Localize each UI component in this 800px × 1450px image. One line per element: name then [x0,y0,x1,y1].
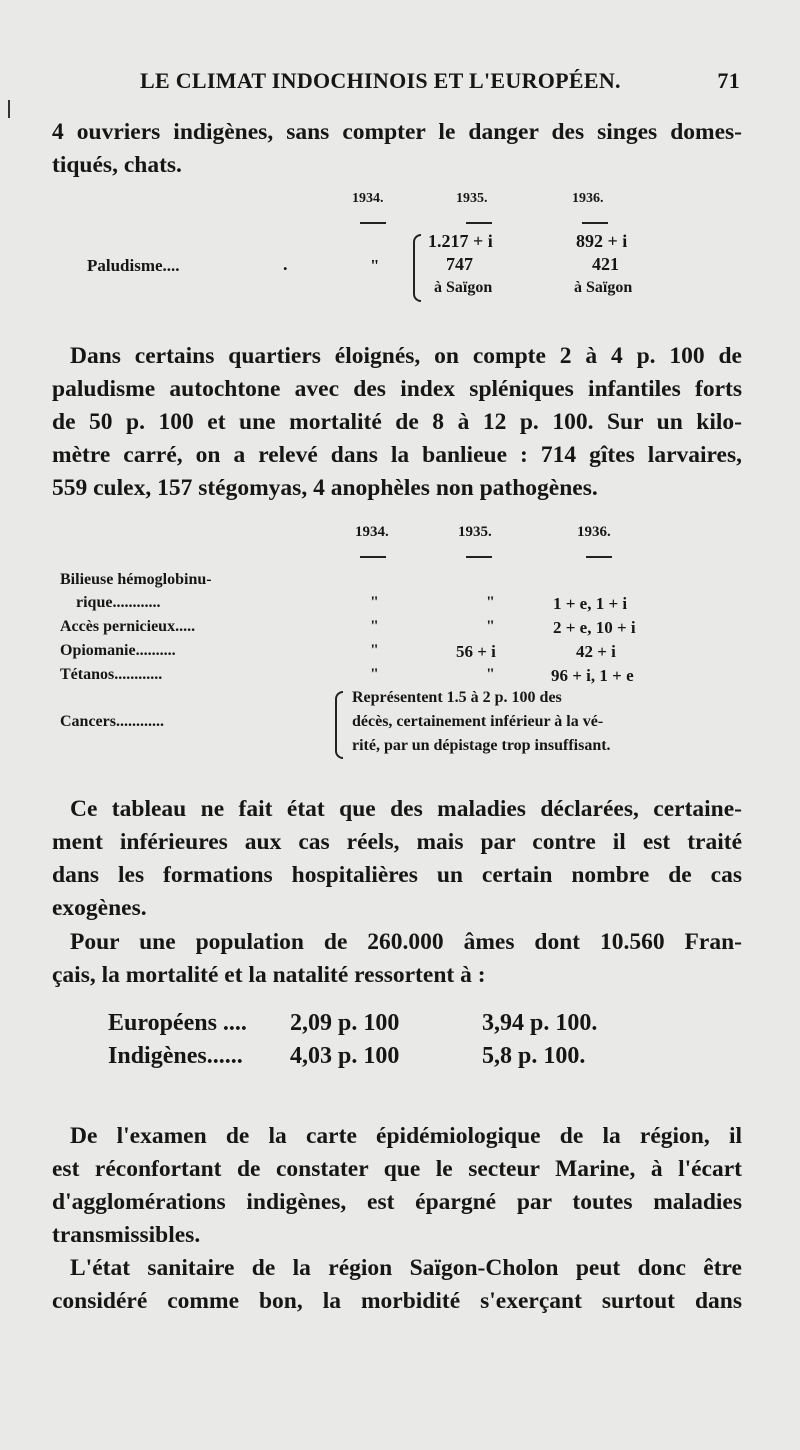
year-header: 1934. [355,524,389,540]
paragraph [52,793,742,925]
running-title: LE CLIMAT INDOCHINOIS ET L'EUROPÉEN. [140,68,621,93]
text-line: considéré comme bon, la morbidité s'exerçant surtout dans [52,1288,742,1314]
table-cell: " [370,642,379,659]
column-rule [360,556,386,558]
paragraph [52,1252,742,1318]
cell-mark: . [283,254,288,274]
paragraph [52,926,742,992]
mortality-value: 2,09 p. 100 [290,1010,400,1036]
paragraph [52,1120,742,1252]
text-line: Ce tableau ne fait état que des maladies déclarées, certaine- [70,796,742,822]
row-label: Opiomanie.......... [60,642,176,659]
column-rule [582,222,608,224]
row-label: Bilieuse hémoglobinu- [60,571,212,588]
text-line: De l'examen de la carte épidémiologique de la région, il [70,1123,742,1149]
row-label: rique............ [76,594,161,611]
table-cell: à Saïgon [434,279,493,296]
cancer-note-line: rité, par un dépistage trop insuffisant. [352,737,611,754]
table-cell: " [370,618,379,635]
cancer-note-line: Représentent 1.5 à 2 p. 100 des [352,689,562,706]
table-cell: " [370,594,379,611]
table-cell: 1 + e, 1 + i [553,594,628,613]
row-label: Européens .... [108,1010,247,1036]
intro-paragraph [52,116,742,182]
text-line: çais, la mortalité et la natalité ressortent à : [52,962,486,988]
column-rule [586,556,612,558]
grouping-brace [413,234,421,302]
year-header: 1935. [456,191,488,206]
row-label: Paludisme.... [87,256,180,275]
table-cell: 1.217 + i [428,231,493,251]
year-header: 1935. [458,524,492,540]
cancer-note-line: décès, certainement inférieur à la vé- [352,713,604,730]
table-cell: " [370,666,379,683]
page-number: 71 [717,68,740,93]
text-line: de 50 p. 100 et une mortalité de 8 à 12 p. 100. Sur un kilo- [52,409,742,435]
table-cell: " [486,666,495,683]
text-line: 559 culex, 157 stégomyas, 4 anophèles non pathogènes. [52,475,598,501]
column-rule [466,556,492,558]
natality-value: 3,94 p. 100. [482,1010,598,1036]
page-mark [8,100,10,118]
text-line: est réconfortant de constater que le secteur Marine, à l'écart [52,1156,742,1182]
text-line: Pour une population de 260.000 âmes dont 10.560 Fran- [70,929,742,955]
table-cell: à Saïgon [574,279,633,296]
text-line: mètre carré, on a relevé dans la banlieue : 714 gîtes larvaires, [52,442,742,468]
text-line: L'état sanitaire de la région Saïgon-Cholon peut donc être [70,1255,742,1281]
text-line: 4 ouvriers indigènes, sans compter le danger des singes domes- [52,119,742,145]
paragraph [52,340,742,505]
year-header: 1934. [352,191,384,206]
table-cell: 747 [446,254,473,274]
table-cell: " [486,594,495,611]
text-line: ment inférieures aux cas réels, mais par contre il est traité [52,829,742,855]
table-cell: 42 + i [576,642,616,661]
column-rule [360,222,386,224]
text-line: dans les formations hospitalières un certain nombre de cas [52,862,742,888]
text-line: d'agglomérations indigènes, est épargné par toutes maladies [52,1189,742,1215]
text-line: paludisme autochtone avec des index spléniques infantiles forts [52,376,742,402]
text-line: transmissibles. [52,1222,201,1248]
mortality-value: 4,03 p. 100 [290,1043,400,1069]
row-label: Indigènes...... [108,1043,243,1069]
table-cell: 2 + e, 10 + i [553,618,636,637]
row-label: Cancers............ [60,713,164,730]
grouping-brace [335,691,343,759]
cell-mark: " [370,256,380,275]
column-rule [466,222,492,224]
year-header: 1936. [572,191,604,206]
text-line: exogènes. [52,895,147,921]
year-header: 1936. [577,524,611,540]
table-cell: 892 + i [576,231,628,251]
table-cell: 421 [592,254,619,274]
table-cell: 56 + i [456,642,496,661]
row-label: Tétanos............ [60,666,163,683]
table-cell: " [486,618,495,635]
text-line: Dans certains quartiers éloignés, on compte 2 à 4 p. 100 de [70,343,742,369]
text-line: tiqués, chats. [52,152,182,178]
natality-value: 5,8 p. 100. [482,1043,586,1069]
row-label: Accès pernicieux..... [60,618,196,635]
table-cell: 96 + i, 1 + e [551,666,634,685]
